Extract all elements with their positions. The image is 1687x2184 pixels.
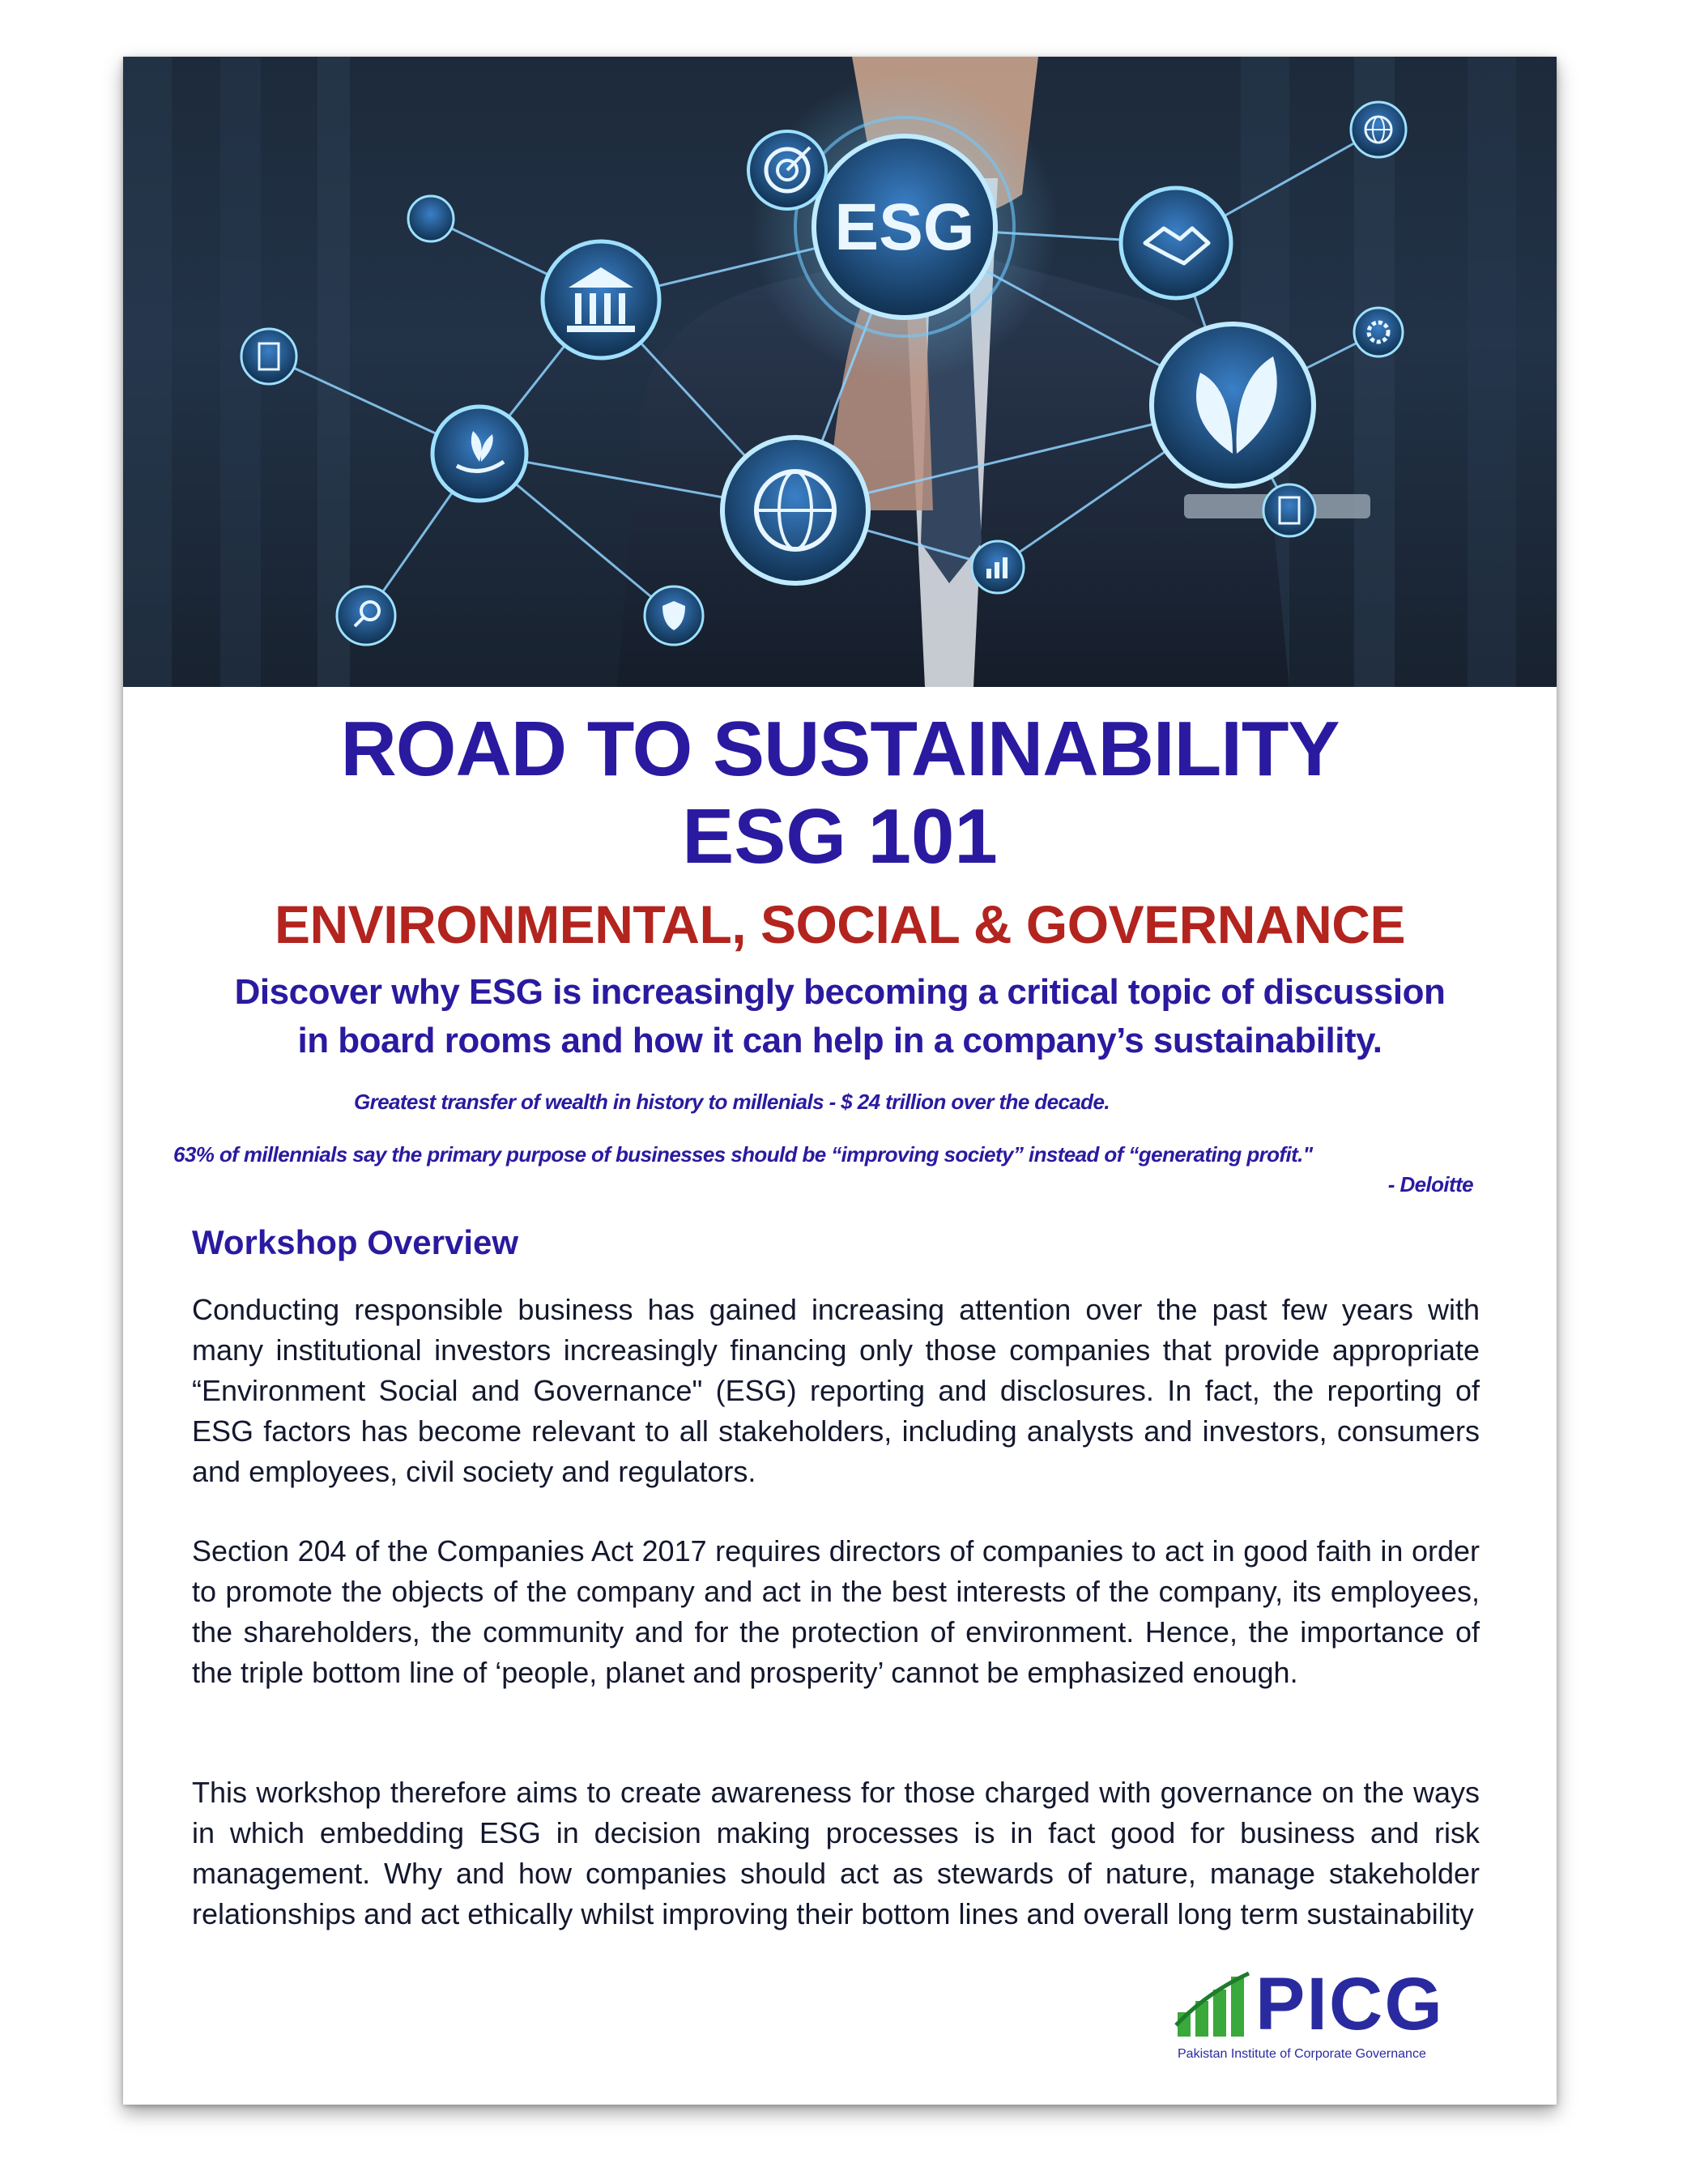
svg-text:ESG: ESG xyxy=(834,190,975,264)
logo-full-name: Pakistan Institute of Corporate Governance xyxy=(1178,2047,1426,2061)
gear-icon xyxy=(1354,308,1403,356)
title-line-2: ESG 101 xyxy=(682,793,998,880)
target-icon xyxy=(748,131,826,209)
quote-millennials: 63% of millennials say the primary purpose of businesses should be “improving society” instead of “generating profit." xyxy=(173,1142,1313,1167)
world-icon xyxy=(722,437,868,583)
clipboard-icon xyxy=(241,329,296,384)
picg-logo xyxy=(1174,1963,1498,2066)
leaf-icon xyxy=(1152,324,1314,486)
government-building-icon xyxy=(543,241,659,358)
overview-paragraph-2: Section 204 of the Companies Act 2017 requires directors of companies to act in good faith in order to promote the objects of the company and act in the best interests of the company, its employees, the shareholders, the community and for the protection of environment. Hence, the importance of the triple bottom line of ‘people, planet and prosperity’ cannot be emphasized enough. xyxy=(192,1534,1480,1689)
title-line-1: ROAD TO SUSTAINABILITY xyxy=(340,706,1340,792)
logo-wordmark: PICG xyxy=(1255,1963,1444,2045)
subtitle: ENVIRONMENTAL, SOCIAL & GOVERNANCE xyxy=(275,894,1405,954)
esg-badge-icon xyxy=(795,117,1014,336)
flyer-page xyxy=(123,57,1557,2105)
magnifier-icon xyxy=(337,587,395,645)
quote-wealth-transfer: Greatest transfer of wealth in history to millenials - $ 24 trillion over the decade. xyxy=(354,1090,1110,1114)
document-icon xyxy=(1263,484,1315,536)
overview-paragraph-1: Conducting responsible business has gained increasing attention over the past few years with many institutional investors increasingly financing only those companies that provide appropriate “Environment Social and Governance" (ESG) reporting and disclosures. In fact, the reporting of ESG factors has become relevant to all stakeholders, including analysts and investors, consumers and employees, civil society and regulators. xyxy=(192,1293,1480,1488)
quote-attribution: - Deloitte xyxy=(1387,1172,1473,1197)
plant-hand-icon xyxy=(432,407,526,501)
tagline-line-2: in board rooms and how it can help in a company’s sustainability. xyxy=(297,1021,1382,1060)
handshake-icon xyxy=(1121,188,1231,298)
chart-icon xyxy=(972,541,1024,593)
workshop-overview-heading: Workshop Overview xyxy=(192,1223,519,1261)
bar-chart-logo-icon xyxy=(1174,1969,1252,2041)
tagline-line-1: Discover why ESG is increasingly becoming a critical topic of discussion xyxy=(234,972,1446,1012)
tagline xyxy=(123,968,1557,1065)
overview-paragraph-3: This workshop therefore aims to create awareness for those charged with governance on the ways in which embedding ESG in decision making processes is in fact good for business and risk management. Why and how companies should act as stewards of nature, manage stakeholder relationships and act ethically whilst improving their bottom lines and overall long term sustainability xyxy=(192,1776,1480,1930)
esg-network-illustration xyxy=(123,57,1557,687)
hero-image xyxy=(123,57,1557,687)
globe-icon xyxy=(1351,102,1406,157)
shield-icon xyxy=(645,587,703,645)
